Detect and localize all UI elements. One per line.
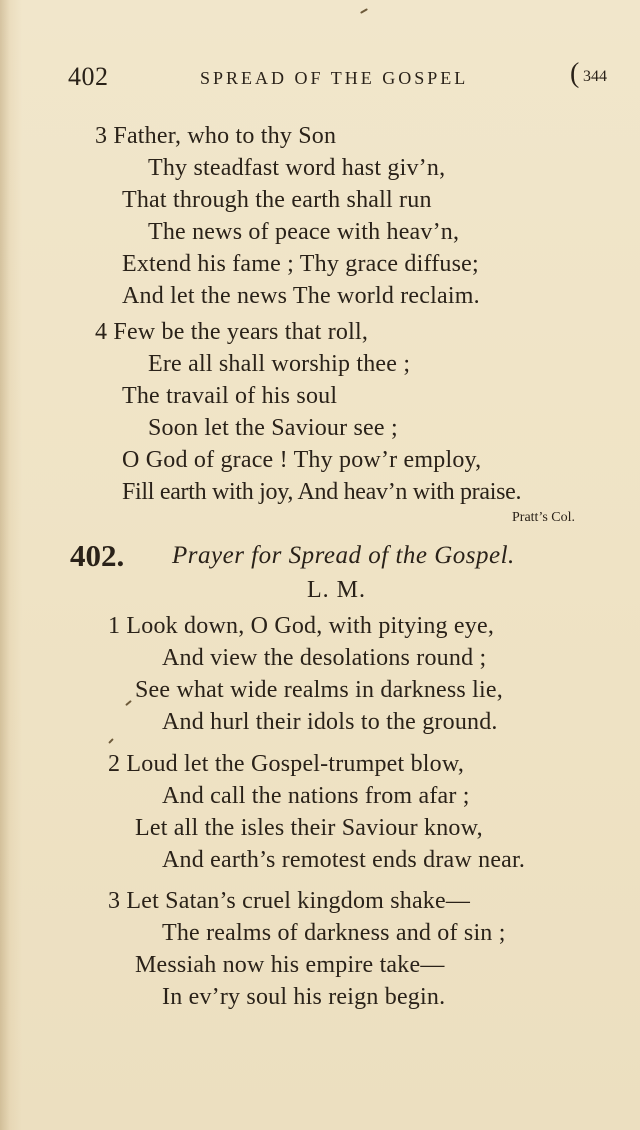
hymn-range-bracket: ( xyxy=(570,58,580,89)
hymn-meter: L. M. xyxy=(307,577,366,603)
verse-line: 3 Let Satan’s cruel kingdom shake— xyxy=(108,888,471,914)
verse-line: Extend his fame ; Thy grace diffuse; xyxy=(122,251,479,277)
attribution: Pratt’s Col. xyxy=(512,510,576,525)
hymn-range: 344 xyxy=(583,68,607,85)
verse-line: And hurl their idols to the ground. xyxy=(162,709,498,735)
verse-line: Soon let the Saviour see ; xyxy=(148,415,398,441)
verse-line: 4 Few be the years that roll, xyxy=(95,319,369,345)
verse-line: The realms of darkness and of sin ; xyxy=(162,920,506,946)
verse-line: And view the desolations round ; xyxy=(162,645,487,671)
verse-line: 2 Loud let the Gospel-trumpet blow, xyxy=(108,751,465,777)
verse-line: And call the nations from afar ; xyxy=(162,783,470,809)
verse-line: 1 Look down, O God, with pitying eye, xyxy=(108,613,495,639)
verse-line: In ev’ry soul his reign begin. xyxy=(162,984,446,1010)
verse-line: And earth’s remotest ends draw near. xyxy=(162,847,526,873)
hymn-title: Prayer for Spread of the Gospel. xyxy=(172,542,515,569)
verse-line: O God of grace ! Thy pow’r employ, xyxy=(122,447,482,473)
verse-line: Ere all shall worship thee ; xyxy=(148,351,411,377)
verse-line: The travail of his soul xyxy=(122,383,338,409)
hymn-number: 402. xyxy=(70,538,125,573)
running-title: SPREAD OF THE GOSPEL xyxy=(200,68,469,88)
print-speck xyxy=(360,8,368,14)
print-speck xyxy=(125,700,132,706)
print-speck xyxy=(108,738,114,744)
page-number: 402 xyxy=(68,62,109,91)
verse-line: And let the news The world reclaim. xyxy=(122,283,480,309)
verse-line: The news of peace with heav’n, xyxy=(148,219,460,245)
verse-line: Let all the isles their Saviour know, xyxy=(135,815,483,841)
verse-line: Fill earth with joy, And heav’n with praise. xyxy=(122,479,522,505)
verse-line: 3 Father, who to thy Son xyxy=(95,123,337,149)
verse-line: Thy steadfast word hast giv’n, xyxy=(148,155,446,181)
verse-line: That through the earth shall run xyxy=(122,187,432,213)
verse-line: See what wide realms in darkness lie, xyxy=(135,677,503,703)
verse-line: Messiah now his empire take— xyxy=(135,952,445,978)
